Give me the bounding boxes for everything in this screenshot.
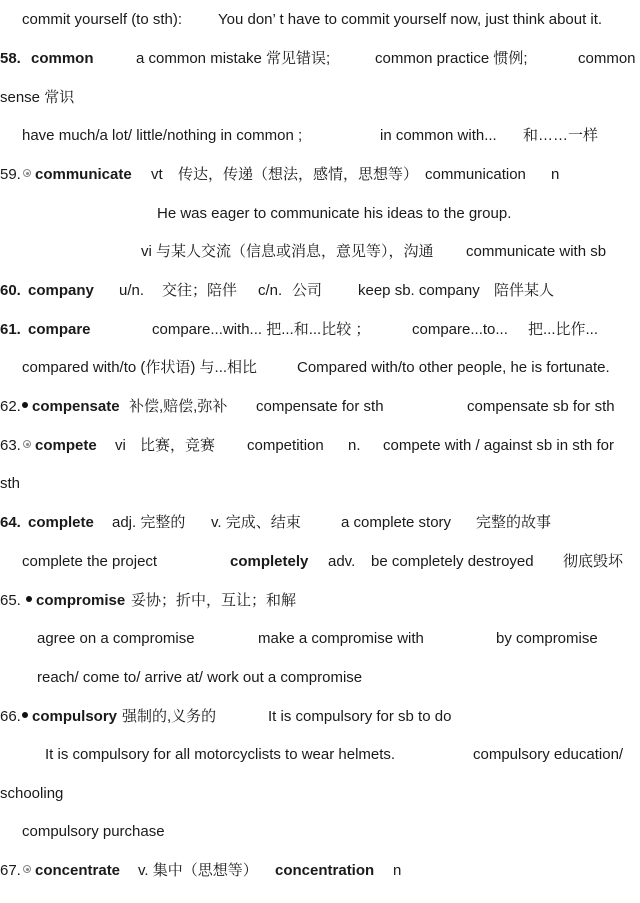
phrase: communicate with sb (466, 243, 607, 260)
phrase: keep sb. company (358, 282, 480, 299)
headword: compromise (36, 592, 126, 609)
phrase: a common mistake 常见错误; (136, 50, 331, 67)
entry-number: 64. (0, 514, 21, 531)
translation: 完整的故事 (476, 514, 552, 531)
phrase: compulsory education/ (473, 746, 624, 763)
part-of-speech: c/n. (258, 282, 283, 299)
entry-number: 65. (0, 592, 21, 609)
phrase: It is compulsory for sb to do (268, 708, 452, 725)
dot-icon (22, 402, 28, 408)
part-of-speech: adv. (328, 553, 356, 570)
ring-icon (23, 440, 31, 448)
headword: compete (35, 437, 97, 454)
definition: 比赛，竞赛 (140, 437, 216, 454)
ring-icon (23, 169, 31, 177)
phrase: compete with / against sb in sth for (383, 437, 614, 454)
translation: 把...比作... (528, 321, 599, 338)
entry-number: 66. (0, 708, 21, 725)
phrase: make a compromise with (258, 630, 424, 647)
part-of-speech: u/n. (119, 282, 145, 299)
entry-number: 58. (0, 50, 21, 67)
headword: complete (28, 514, 94, 531)
definition: 传达，传递（想法，感情，思想等） (178, 166, 419, 183)
phrase: compared with/to (作状语) 与...相比 (22, 359, 258, 376)
entry-number: 61. (0, 321, 21, 338)
definition: v. 集中（思想等） (138, 862, 258, 879)
definition: v. 完成、结束 (211, 514, 301, 531)
part-of-speech: n (551, 166, 560, 183)
phrase: agree on a compromise (37, 630, 195, 647)
derivative: competition (247, 437, 324, 454)
part-of-speech: vi (115, 437, 126, 454)
phrase: compulsory purchase (22, 823, 165, 840)
translation: 彻底毁坏 (563, 553, 624, 570)
definition: 强制的,义务的 (122, 708, 217, 725)
definition: 妥协；折中，互让；和解 (131, 592, 297, 609)
phrase: sense 常识 (0, 89, 75, 106)
phrase: reach/ come to/ arrive at/ work out a compromise (37, 669, 363, 686)
phrase: compare...to... (412, 321, 508, 338)
phrase: a complete story (341, 514, 452, 531)
phrase: have much/a lot/ little/nothing in common ; (22, 127, 303, 144)
dot-icon (22, 712, 28, 718)
derivative: completely (230, 553, 309, 570)
definition: vi 与某人交流（信息或消息，意见等），沟通 (141, 243, 434, 260)
phrase: common (578, 50, 636, 67)
headword: communicate (35, 166, 132, 183)
definition: adj. 完整的 (112, 514, 186, 531)
phrase: by compromise (496, 630, 598, 647)
headword: concentrate (35, 862, 121, 879)
entry-number: 62. (0, 398, 21, 415)
part-of-speech: n. (348, 437, 361, 454)
phrase: common practice 惯例; (375, 50, 528, 67)
phrase: compensate sb for sth (467, 398, 615, 415)
entry-number: 59. (0, 166, 21, 183)
headword: compulsory (32, 708, 118, 725)
example: Compared with/to other people, he is fortunate. (297, 359, 610, 376)
definition: 公司 (292, 282, 323, 299)
translation: 和……一样 (523, 127, 599, 144)
phrase: schooling (0, 785, 64, 802)
derivative: communication (425, 166, 526, 183)
example: It is compulsory for all motorcyclists to wear helmets. (45, 746, 396, 763)
phrase: be completely destroyed (371, 553, 534, 570)
definition: 补偿,赔偿,弥补 (129, 398, 228, 415)
phrase: complete the project (22, 553, 158, 570)
phrase: compensate for sth (256, 398, 384, 415)
phrase: sth (0, 475, 21, 492)
phrase: in common with... (380, 127, 497, 144)
example: He was eager to communicate his ideas to the group. (157, 205, 512, 222)
entry-number: 63. (0, 437, 21, 454)
entry-number: 60. (0, 282, 21, 299)
headword: compensate (32, 398, 120, 415)
phrase: commit yourself (to sth): (22, 11, 183, 28)
ring-icon (23, 865, 31, 873)
headword: compare (28, 321, 91, 338)
headword: company (28, 282, 94, 299)
definition: 交往；陪伴 (162, 282, 238, 299)
translation: 陪伴某人 (494, 282, 555, 299)
part-of-speech: n (393, 862, 402, 879)
example: You don’ t have to commit yourself now, just think about it. (218, 11, 603, 28)
part-of-speech: vt (151, 166, 163, 183)
dot-icon (26, 596, 32, 602)
entry-number: 67. (0, 862, 21, 879)
headword: common (31, 50, 94, 67)
phrase: compare...with... 把...和...比较 ； (152, 321, 371, 338)
derivative: concentration (275, 862, 375, 879)
